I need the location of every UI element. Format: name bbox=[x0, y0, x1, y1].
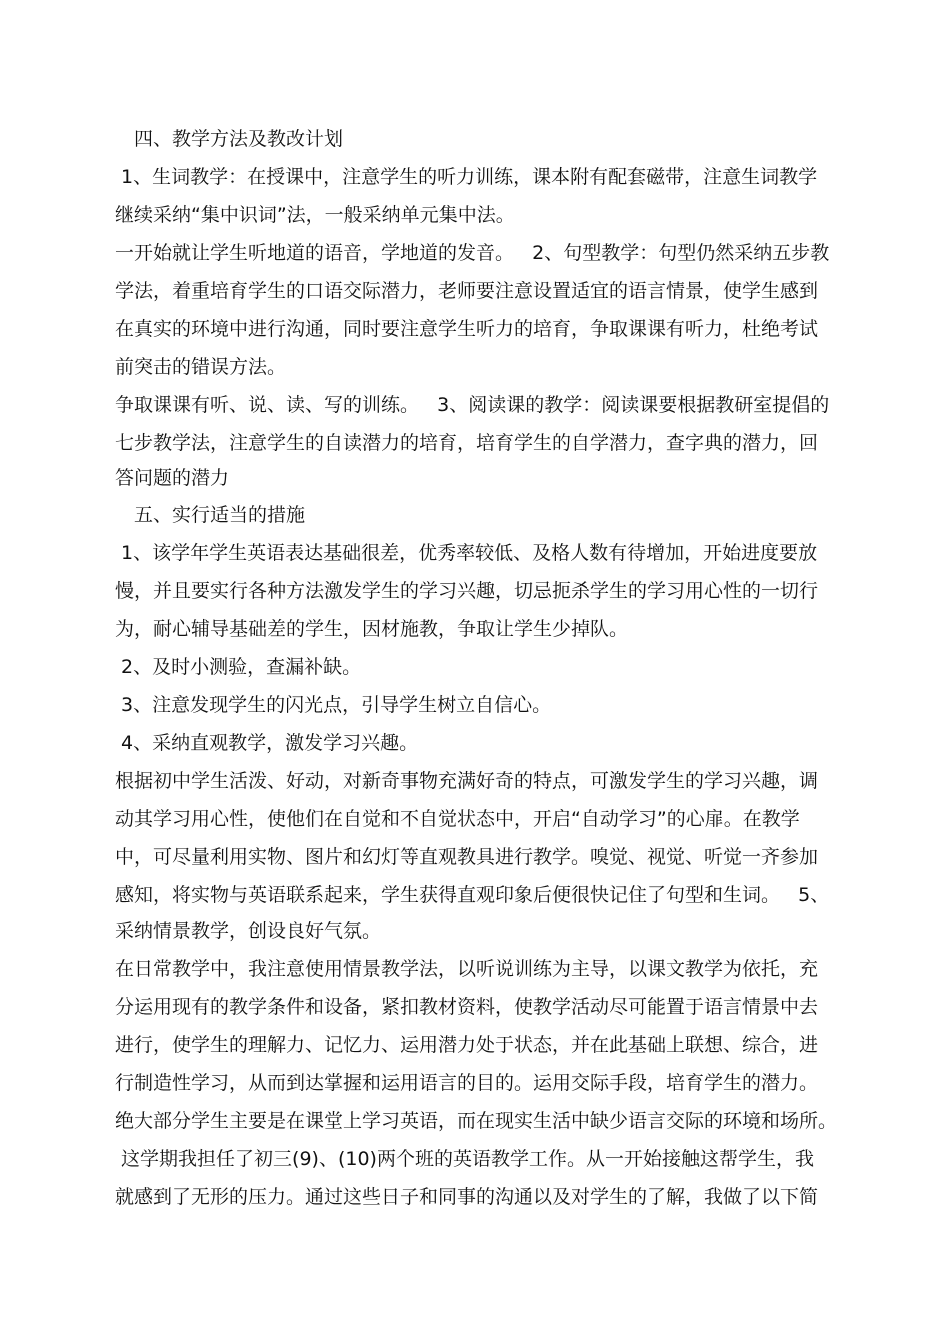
paragraph-line: 进行，使学生的理解力、记忆力、运用潜力处于状态，并在此基础上联想、综合，进 bbox=[115, 1034, 819, 1056]
paragraph-line: 为，耐心辅导基础差的学生，因材施教，争取让学生少掉队。 bbox=[115, 618, 629, 640]
paragraph-line: 1、该学年学生英语表达基础很差，优秀率较低、及格人数有待增加，开始进度要放 bbox=[115, 542, 818, 564]
paragraph-line: 动其学习用心性，使他们在自觉和不自觉状态中，开启“自动学习”的心扉。在教学 bbox=[115, 808, 800, 830]
paragraph-line: 在真实的环境中进行沟通，同时要注意学生听力的培育，争取课课有听力，杜绝考试 bbox=[115, 318, 819, 340]
paragraph-line: 在日常教学中，我注意使用情景教学法，以听说训练为主导，以课文教学为依托，充 bbox=[115, 958, 819, 980]
paragraph-line: 感知，将实物与英语联系起来，学生获得直观印象后便很快记住了句型和生词。 5、 bbox=[115, 884, 830, 906]
paragraph-line: 就感到了无形的压力。通过这些日子和同事的沟通以及对学生的了解，我做了以下简 bbox=[115, 1186, 819, 1208]
paragraph-line: 一开始就让学生听地道的语音，学地道的发音。 2、句型教学：句型仍然采纳五步教 bbox=[115, 242, 830, 264]
list-item: 2、及时小测验，查漏补缺。 bbox=[115, 656, 362, 678]
paragraph-line: 根据初中学生活泼、好动，对新奇事物充满好奇的特点，可激发学生的学习兴趣，调 bbox=[115, 770, 819, 792]
paragraph-line: 学法，着重培育学生的口语交际潜力，老师要注意设置适宜的语言情景，使学生感到 bbox=[115, 280, 819, 302]
paragraph-line: 行制造性学习，从而到达掌握和运用语言的目的。运用交际手段，培育学生的潜力。 bbox=[115, 1072, 819, 1094]
paragraph-line: 中，可尽量利用实物、图片和幻灯等直观教具进行教学。嗅觉、视觉、听觉一齐参加 bbox=[115, 846, 819, 868]
paragraph-line: 前突击的错误方法。 bbox=[115, 356, 287, 378]
heading-measures: 五、实行适当的措施 bbox=[115, 504, 306, 526]
paragraph-line: 争取课课有听、说、读、写的训练。 3、阅读课的教学：阅读课要根据教研室提倡的 bbox=[115, 394, 830, 416]
paragraph-line: 分运用现有的教学条件和设备，紧扣教材资料，使教学活动尽可能置于语言情景中去 bbox=[115, 996, 819, 1018]
list-item: 4、采纳直观教学，激发学习兴趣。 bbox=[115, 732, 419, 754]
list-item: 3、注意发现学生的闪光点，引导学生树立自信心。 bbox=[115, 694, 552, 716]
paragraph-line: 七步教学法，注意学生的自读潜力的培育，培育学生的自学潜力，查字典的潜力，回 bbox=[115, 432, 819, 454]
paragraph-line: 采纳情景教学，创设良好气氛。 bbox=[115, 920, 382, 942]
paragraph-line: 1、生词教学：在授课中，注意学生的听力训练，课本附有配套磁带，注意生词教学 bbox=[115, 166, 818, 188]
paragraph-line: 继续采纳“集中识词”法，一般采纳单元集中法。 bbox=[115, 204, 515, 226]
paragraph-line: 这学期我担任了初三(9)、(10)两个班的英语教学工作。从一开始接触这帮学生，我 bbox=[115, 1148, 814, 1170]
paragraph-line: 慢，并且要实行各种方法激发学生的学习兴趣，切忌扼杀学生的学习用心性的一切行 bbox=[115, 580, 819, 602]
paragraph-line: 绝大部分学生主要是在课堂上学习英语，而在现实生活中缺少语言交际的环境和场所。 bbox=[115, 1110, 838, 1132]
paragraph-line: 答问题的潜力 bbox=[115, 467, 230, 489]
heading-teaching-methods: 四、教学方法及教改计划 bbox=[115, 128, 344, 150]
